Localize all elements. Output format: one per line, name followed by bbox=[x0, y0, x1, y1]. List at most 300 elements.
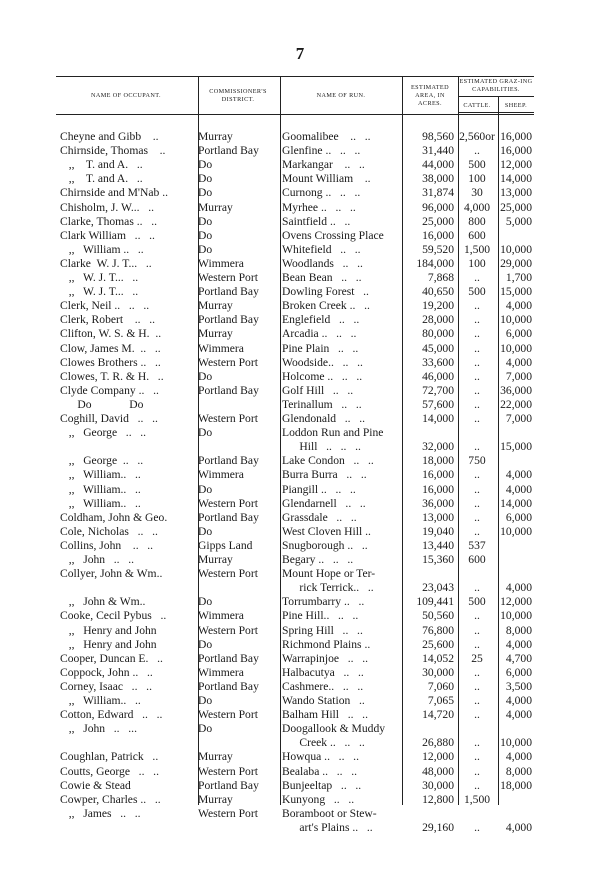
cell-area: 76,800 bbox=[422, 623, 454, 637]
cell-occupant: Clark William .. .. bbox=[60, 228, 155, 242]
cell-area: 25,600 bbox=[422, 637, 454, 651]
cell-run: Wando Station .. bbox=[282, 694, 365, 707]
cell-run: Torrumbarry .. .. bbox=[282, 595, 365, 609]
cell-district: Do bbox=[198, 722, 213, 736]
cell-sheep: 3,500 bbox=[505, 679, 532, 693]
table-row bbox=[56, 355, 534, 370]
cell-district: Portland Bay bbox=[198, 285, 259, 299]
cell-district: Portland Bay bbox=[198, 144, 259, 158]
cell-occupant: Cowper, Charles .. .. bbox=[60, 792, 161, 806]
header-cattle: CATTLE. bbox=[463, 102, 491, 109]
table-row bbox=[56, 764, 534, 779]
cell-run: Warrapinjoe .. .. bbox=[282, 651, 368, 665]
cell-cattle: 500 bbox=[468, 158, 486, 172]
cell-run: Kunyong .. .. bbox=[282, 792, 355, 806]
cell-occupant: Clow, James M. .. .. bbox=[60, 341, 161, 355]
cell-cattle: 25 bbox=[471, 651, 483, 665]
cell-run: Dowling Forest .. bbox=[282, 285, 369, 299]
cell-area: 59,520 bbox=[422, 242, 454, 256]
cell-cattle: .. bbox=[474, 299, 480, 313]
cell-area: 12,800 bbox=[422, 792, 454, 806]
cell-run: Doogallook & Muddy bbox=[282, 722, 386, 736]
cell-occupant: ,, William.. .. bbox=[60, 496, 141, 510]
table-row bbox=[56, 552, 534, 567]
cell-cattle: .. bbox=[474, 355, 480, 369]
cell-run: Glendarnell .. .. bbox=[282, 496, 366, 510]
table-row bbox=[56, 778, 534, 793]
header-occupant: NAME OF OCCUPANT. bbox=[91, 91, 161, 99]
cell-occupant: Cowie & Stead bbox=[60, 778, 131, 792]
cell-run: Myrhee .. .. .. bbox=[282, 200, 356, 214]
cell-sheep: 15,000 bbox=[500, 285, 532, 299]
cell-sheep: 7,000 bbox=[505, 412, 532, 425]
cell-area: 7,065 bbox=[427, 694, 454, 707]
table-row bbox=[56, 693, 534, 708]
cell-sheep: 25,000 bbox=[500, 200, 532, 214]
cell-district: Wimmera bbox=[198, 468, 244, 482]
cell-run: Goomalibee .. .. bbox=[282, 130, 371, 143]
cell-cattle: 100 bbox=[468, 172, 486, 186]
cell-occupant: ,, T. and A. .. bbox=[60, 172, 143, 186]
cell-sheep: 4,000 bbox=[505, 820, 532, 834]
cell-run: Woodside.. .. .. bbox=[282, 355, 363, 369]
grazing-subheader-rule bbox=[458, 96, 534, 97]
cell-district: Western Port bbox=[198, 496, 258, 510]
cell-sheep: 7,000 bbox=[505, 369, 532, 383]
cell-district: Murray bbox=[198, 299, 233, 313]
cell-run: Boramboot or Stew- bbox=[282, 806, 377, 820]
cell-occupant: Chirnside and M'Nab .. bbox=[60, 186, 169, 200]
cell-cattle: 750 bbox=[468, 454, 486, 468]
cell-run: Bean Bean .. .. bbox=[282, 271, 362, 284]
cell-area: 31,874 bbox=[422, 186, 454, 200]
cell-district: Western Port bbox=[198, 806, 258, 820]
cell-area: 28,000 bbox=[422, 313, 454, 327]
table-row bbox=[56, 383, 534, 398]
cell-run: Cashmere.. .. .. bbox=[282, 679, 364, 693]
cell-district: Murray bbox=[198, 553, 233, 566]
cell-occupant: Clyde Company .. .. bbox=[60, 383, 159, 397]
cell-cattle: .. bbox=[474, 341, 480, 355]
cell-area: 15,360 bbox=[422, 553, 454, 566]
cell-district: Do bbox=[198, 242, 213, 256]
cell-occupant: Coldham, John & Geo. bbox=[60, 510, 168, 524]
cell-run: Halbacutya .. .. bbox=[282, 665, 364, 679]
cell-district: Do bbox=[198, 595, 213, 609]
cell-district: Portland Bay bbox=[198, 651, 259, 665]
cell-run: Saintfield .. .. bbox=[282, 214, 351, 228]
cell-occupant: ,, William.. .. bbox=[60, 694, 141, 707]
cell-run: Glenfine .. .. .. bbox=[282, 144, 361, 158]
table-row bbox=[56, 806, 534, 821]
cell-occupant: Clowes, T. R. & H. .. bbox=[60, 369, 164, 383]
cell-run: Begary .. .. .. bbox=[282, 553, 354, 566]
cell-district: Do bbox=[198, 524, 213, 538]
cell-district: Western Port bbox=[198, 355, 258, 369]
table-row bbox=[56, 425, 534, 440]
table-row bbox=[56, 524, 534, 539]
cell-area: 40,650 bbox=[422, 285, 454, 299]
header-run: NAME OF RUN. bbox=[316, 91, 366, 99]
cell-cattle: 600 bbox=[468, 228, 486, 242]
cell-run: rick Terrick.. .. bbox=[282, 581, 374, 595]
cell-sheep: 10,000 bbox=[500, 609, 532, 623]
table-row bbox=[56, 411, 534, 426]
table-row bbox=[56, 749, 534, 764]
cell-district: Murray bbox=[198, 750, 233, 764]
table-row bbox=[56, 623, 534, 638]
cell-sheep: 36,000 bbox=[500, 383, 532, 397]
cell-occupant: ,, James .. .. bbox=[60, 806, 141, 820]
cell-cattle: .. bbox=[474, 609, 480, 623]
cell-district: Western Port bbox=[198, 764, 258, 778]
cell-cattle: .. bbox=[474, 440, 480, 454]
cell-run: Holcome .. .. .. bbox=[282, 369, 363, 383]
cell-occupant: ,, George .. .. bbox=[60, 454, 144, 468]
cell-run: Lake Condon .. .. bbox=[282, 454, 374, 468]
cell-cattle: 1,500 bbox=[463, 242, 491, 256]
cell-cattle: 600 bbox=[468, 553, 486, 566]
table-row bbox=[56, 397, 534, 412]
table-row bbox=[56, 820, 534, 835]
cell-run: Terinallum .. .. bbox=[282, 397, 362, 411]
cell-occupant: Clarke, Thomas .. .. bbox=[60, 214, 158, 228]
cell-occupant: ,, George .. .. bbox=[60, 426, 147, 440]
cell-district: Do bbox=[198, 369, 213, 383]
cell-occupant: ,, John .. ... bbox=[60, 722, 137, 736]
table-row bbox=[56, 510, 534, 525]
cell-occupant: ,, W. J. T... .. bbox=[60, 285, 139, 299]
table-row bbox=[56, 242, 534, 257]
cell-occupant: Clowes Brothers .. .. bbox=[60, 355, 161, 369]
cell-sheep: 4,700 bbox=[505, 651, 532, 665]
cell-sheep: 6,000 bbox=[505, 327, 532, 341]
cell-area: 26,880 bbox=[422, 736, 454, 750]
cell-district: Murray bbox=[198, 130, 233, 143]
cell-run: Broken Creek .. .. bbox=[282, 299, 370, 313]
table-row bbox=[56, 735, 534, 750]
cell-area: 14,000 bbox=[422, 412, 454, 425]
cell-area: 80,000 bbox=[422, 327, 454, 341]
grazing-subheader-rule-bottom bbox=[458, 112, 534, 113]
cell-occupant: Cooper, Duncan E. .. bbox=[60, 651, 163, 665]
cell-cattle: 100 bbox=[468, 256, 486, 270]
cell-sheep: 29,000 bbox=[500, 256, 532, 270]
cell-sheep: 6,000 bbox=[505, 510, 532, 524]
cell-occupant: Clerk, Robert .. .. bbox=[60, 313, 155, 327]
table-row bbox=[56, 312, 534, 327]
cell-area: 13,000 bbox=[422, 510, 454, 524]
cell-district: Do bbox=[198, 426, 213, 440]
cell-run: Glendonald .. .. bbox=[282, 412, 366, 425]
cell-run: Bealaba .. .. .. bbox=[282, 764, 358, 778]
cell-cattle: .. bbox=[474, 679, 480, 693]
table-row bbox=[56, 129, 534, 144]
cell-sheep: 4,000 bbox=[505, 299, 532, 313]
cell-occupant: Coghill, David .. .. bbox=[60, 412, 158, 425]
cell-cattle: .. bbox=[474, 694, 480, 707]
cell-district: Murray bbox=[198, 792, 233, 806]
cell-district: Portland Bay bbox=[198, 383, 259, 397]
table-row bbox=[56, 326, 534, 341]
cell-area: 48,000 bbox=[422, 764, 454, 778]
cell-area: 32,000 bbox=[422, 440, 454, 454]
cell-cattle: .. bbox=[474, 327, 480, 341]
cell-sheep: 8,000 bbox=[505, 623, 532, 637]
table-row bbox=[56, 256, 534, 271]
header-area: ESTIMATED AREA, IN ACRES. bbox=[411, 83, 449, 107]
cell-cattle: .. bbox=[474, 468, 480, 482]
cell-occupant: ,, Henry and John bbox=[60, 623, 157, 637]
cell-sheep: 12,000 bbox=[500, 158, 532, 172]
cell-occupant: Collyer, John & Wm.. bbox=[60, 567, 163, 581]
cell-occupant: Clifton, W. S. & H. .. bbox=[60, 327, 162, 341]
cell-run: Golf Hill .. .. bbox=[282, 383, 354, 397]
cell-district: Portland Bay bbox=[198, 510, 259, 524]
cell-cattle: .. bbox=[474, 750, 480, 764]
cell-area: 19,200 bbox=[422, 299, 454, 313]
cell-run: Richmond Plains .. bbox=[282, 637, 371, 651]
cell-sheep: 16,000 bbox=[500, 130, 532, 143]
table-row bbox=[56, 453, 534, 468]
cell-cattle: .. bbox=[474, 820, 480, 834]
cell-sheep: 15,000 bbox=[500, 440, 532, 454]
cell-district: Do bbox=[198, 637, 213, 651]
table-row bbox=[56, 566, 534, 581]
cell-cattle: .. bbox=[474, 510, 480, 524]
cell-sheep: 8,000 bbox=[505, 764, 532, 778]
cell-occupant: ,, William.. .. bbox=[60, 468, 141, 482]
cell-sheep: 12,000 bbox=[500, 595, 532, 609]
cell-occupant: ,, Henry and John bbox=[60, 637, 157, 651]
cell-cattle: .. bbox=[474, 623, 480, 637]
cell-run: Whitefield .. .. bbox=[282, 242, 361, 256]
cell-sheep: 10,000 bbox=[500, 524, 532, 538]
cell-occupant: Coutts, George .. .. bbox=[60, 764, 159, 778]
cell-run: Grassdale .. .. bbox=[282, 510, 357, 524]
cell-cattle: 30 bbox=[471, 186, 483, 200]
cell-district: Wimmera bbox=[198, 665, 244, 679]
cell-occupant: Corney, Isaac .. .. bbox=[60, 679, 152, 693]
cell-district: Murray bbox=[198, 327, 233, 341]
cell-district: Western Port bbox=[198, 708, 258, 722]
cell-area: 31,440 bbox=[422, 144, 454, 158]
table-row bbox=[56, 707, 534, 722]
table-row bbox=[56, 792, 534, 807]
cell-run: Loddon Run and Pine bbox=[282, 426, 384, 440]
cell-run: Howqua .. .. .. bbox=[282, 750, 359, 764]
cell-cattle: 537 bbox=[468, 538, 486, 552]
cell-area: 14,720 bbox=[422, 708, 454, 722]
table-row bbox=[56, 608, 534, 623]
cell-area: 16,000 bbox=[422, 228, 454, 242]
cell-run: West Cloven Hill .. bbox=[282, 524, 371, 538]
cell-district: Wimmera bbox=[198, 256, 244, 270]
cell-area: 44,000 bbox=[422, 158, 454, 172]
cell-run: Creek .. .. .. bbox=[282, 736, 365, 750]
cell-cattle: 800 bbox=[468, 214, 486, 228]
table-row bbox=[56, 439, 534, 454]
cell-area: 46,000 bbox=[422, 369, 454, 383]
cell-cattle: .. bbox=[474, 397, 480, 411]
cell-run: Woodlands .. .. bbox=[282, 256, 363, 270]
cell-cattle: .. bbox=[474, 778, 480, 792]
cell-area: 38,000 bbox=[422, 172, 454, 186]
cell-sheep: 4,000 bbox=[505, 581, 532, 595]
cell-cattle: .. bbox=[474, 708, 480, 722]
cell-area: 30,000 bbox=[422, 778, 454, 792]
table-row bbox=[56, 298, 534, 313]
cell-cattle: .. bbox=[474, 764, 480, 778]
cell-cattle: .. bbox=[474, 482, 480, 496]
cell-district: Wimmera bbox=[198, 609, 244, 623]
cell-sheep: 4,000 bbox=[505, 694, 532, 707]
cell-sheep: 4,000 bbox=[505, 750, 532, 764]
cell-run: art's Plains .. .. bbox=[282, 820, 373, 834]
cell-district: Western Port bbox=[198, 412, 258, 425]
cell-sheep: 1,700 bbox=[505, 271, 532, 284]
cell-district: Do bbox=[198, 186, 213, 200]
cell-occupant: Cheyne and Gibb .. bbox=[60, 130, 159, 143]
cell-sheep: 6,000 bbox=[505, 665, 532, 679]
cell-occupant: ,, William.. .. bbox=[60, 482, 141, 496]
cell-area: 19,040 bbox=[422, 524, 454, 538]
cell-district: Western Port bbox=[198, 623, 258, 637]
cell-cattle: .. bbox=[474, 496, 480, 510]
cell-occupant: ,, W. J. T... .. bbox=[60, 271, 139, 284]
cell-run: Arcadia .. .. .. bbox=[282, 327, 357, 341]
cell-district: Do bbox=[198, 694, 213, 707]
cell-area: 109,441 bbox=[416, 595, 454, 609]
cell-area: 33,600 bbox=[422, 355, 454, 369]
cell-run: Mount William .. bbox=[282, 172, 371, 186]
cell-district: Do bbox=[198, 214, 213, 228]
cell-area: 7,060 bbox=[427, 679, 454, 693]
table-row bbox=[56, 270, 534, 285]
cell-run: Englefield .. .. bbox=[282, 313, 360, 327]
cell-sheep: 16,000 bbox=[500, 144, 532, 158]
cell-cattle: .. bbox=[474, 369, 480, 383]
table-row bbox=[56, 496, 534, 511]
cell-run: Spring Hill .. .. bbox=[282, 623, 363, 637]
cell-area: 98,560 bbox=[422, 130, 454, 143]
table-row bbox=[56, 214, 534, 229]
cell-occupant: Chirnside, Thomas .. bbox=[60, 144, 166, 158]
cell-occupant: Chisholm, J. W... .. bbox=[60, 200, 155, 214]
cell-run: Burra Burra .. .. bbox=[282, 468, 367, 482]
cell-occupant: ,, T. and A. .. bbox=[60, 158, 143, 172]
table-row bbox=[56, 228, 534, 243]
cell-sheep: 13,000 bbox=[500, 186, 532, 200]
cell-area: 96,000 bbox=[422, 200, 454, 214]
cell-sheep: 14,000 bbox=[500, 496, 532, 510]
cell-sheep: 22,000 bbox=[500, 397, 532, 411]
table-row bbox=[56, 341, 534, 356]
cell-cattle: .. bbox=[474, 383, 480, 397]
cell-sheep: 14,000 bbox=[500, 172, 532, 186]
cell-run: Balham Hill .. .. bbox=[282, 708, 368, 722]
cell-cattle: 500 bbox=[468, 595, 486, 609]
table-row bbox=[56, 467, 534, 482]
cell-area: 7,868 bbox=[427, 271, 454, 284]
table-row bbox=[56, 171, 534, 186]
cell-sheep: 4,000 bbox=[505, 708, 532, 722]
cell-sheep: 4,000 bbox=[505, 468, 532, 482]
cell-occupant: Collins, John .. .. bbox=[60, 538, 154, 552]
cell-district: Gipps Land bbox=[198, 538, 253, 552]
table-row bbox=[56, 594, 534, 609]
cell-occupant: ,, William .. .. bbox=[60, 242, 144, 256]
cell-sheep: 4,000 bbox=[505, 637, 532, 651]
cell-cattle: .. bbox=[474, 637, 480, 651]
cell-cattle: .. bbox=[474, 313, 480, 327]
cell-occupant: Coughlan, Patrick .. bbox=[60, 750, 159, 764]
table-row bbox=[56, 200, 534, 215]
cell-occupant: ,, John & Wm.. bbox=[60, 595, 146, 609]
cell-area: 23,043 bbox=[422, 581, 454, 595]
cell-area: 16,000 bbox=[422, 468, 454, 482]
table-row bbox=[56, 651, 534, 666]
cell-district: Portland Bay bbox=[198, 679, 259, 693]
cell-area: 13,440 bbox=[422, 538, 454, 552]
cell-district: Wimmera bbox=[198, 341, 244, 355]
cell-run: Hill .. .. .. bbox=[282, 440, 361, 454]
cell-sheep: 10,000 bbox=[500, 242, 532, 256]
cell-run: Pine Hill.. .. .. bbox=[282, 609, 359, 623]
table-row bbox=[56, 637, 534, 652]
cell-cattle: .. bbox=[474, 412, 480, 425]
cell-sheep: 4,000 bbox=[505, 482, 532, 496]
cell-run: Snugborough .. .. bbox=[282, 538, 368, 552]
cell-cattle: 500 bbox=[468, 285, 486, 299]
cell-district: Do bbox=[198, 482, 213, 496]
cell-occupant: Cotton, Edward .. .. bbox=[60, 708, 163, 722]
cell-area: 30,000 bbox=[422, 665, 454, 679]
cell-run: Pine Plain .. .. bbox=[282, 341, 359, 355]
cell-run: Curnong .. .. .. bbox=[282, 186, 361, 200]
table-row bbox=[56, 185, 534, 200]
header-sheep: SHEEP. bbox=[504, 102, 528, 109]
cell-area: 57,600 bbox=[422, 397, 454, 411]
cell-sheep: 10,000 bbox=[500, 736, 532, 750]
cell-occupant: Do Do bbox=[60, 397, 144, 411]
cell-area: 45,000 bbox=[422, 341, 454, 355]
cell-area: 25,000 bbox=[422, 214, 454, 228]
cell-sheep: 4,000 bbox=[505, 355, 532, 369]
table-row bbox=[56, 538, 534, 553]
cell-run: Markangar .. .. bbox=[282, 158, 365, 172]
table-row bbox=[56, 157, 534, 172]
cell-area: 29,160 bbox=[422, 820, 454, 834]
table-row bbox=[56, 482, 534, 497]
cell-cattle: .. bbox=[474, 524, 480, 538]
cell-area: 16,000 bbox=[422, 482, 454, 496]
cell-cattle: 4,000 bbox=[463, 200, 491, 214]
cell-sheep: 18,000 bbox=[500, 778, 532, 792]
cell-district: Western Port bbox=[198, 567, 258, 581]
cell-sheep: 5,000 bbox=[505, 214, 532, 228]
cell-district: Do bbox=[198, 228, 213, 242]
table-row bbox=[56, 721, 534, 736]
cell-district: Do bbox=[198, 158, 213, 172]
header-grazing: ESTIMATED GRAZ-ING CAPABILITIES. bbox=[459, 78, 533, 93]
table-row bbox=[56, 665, 534, 680]
cell-occupant: Cole, Nicholas .. .. bbox=[60, 524, 158, 538]
cell-run: Bunjeeltap .. .. bbox=[282, 778, 362, 792]
cell-area: 50,560 bbox=[422, 609, 454, 623]
cell-area: 12,000 bbox=[422, 750, 454, 764]
cell-district: Do bbox=[198, 172, 213, 186]
